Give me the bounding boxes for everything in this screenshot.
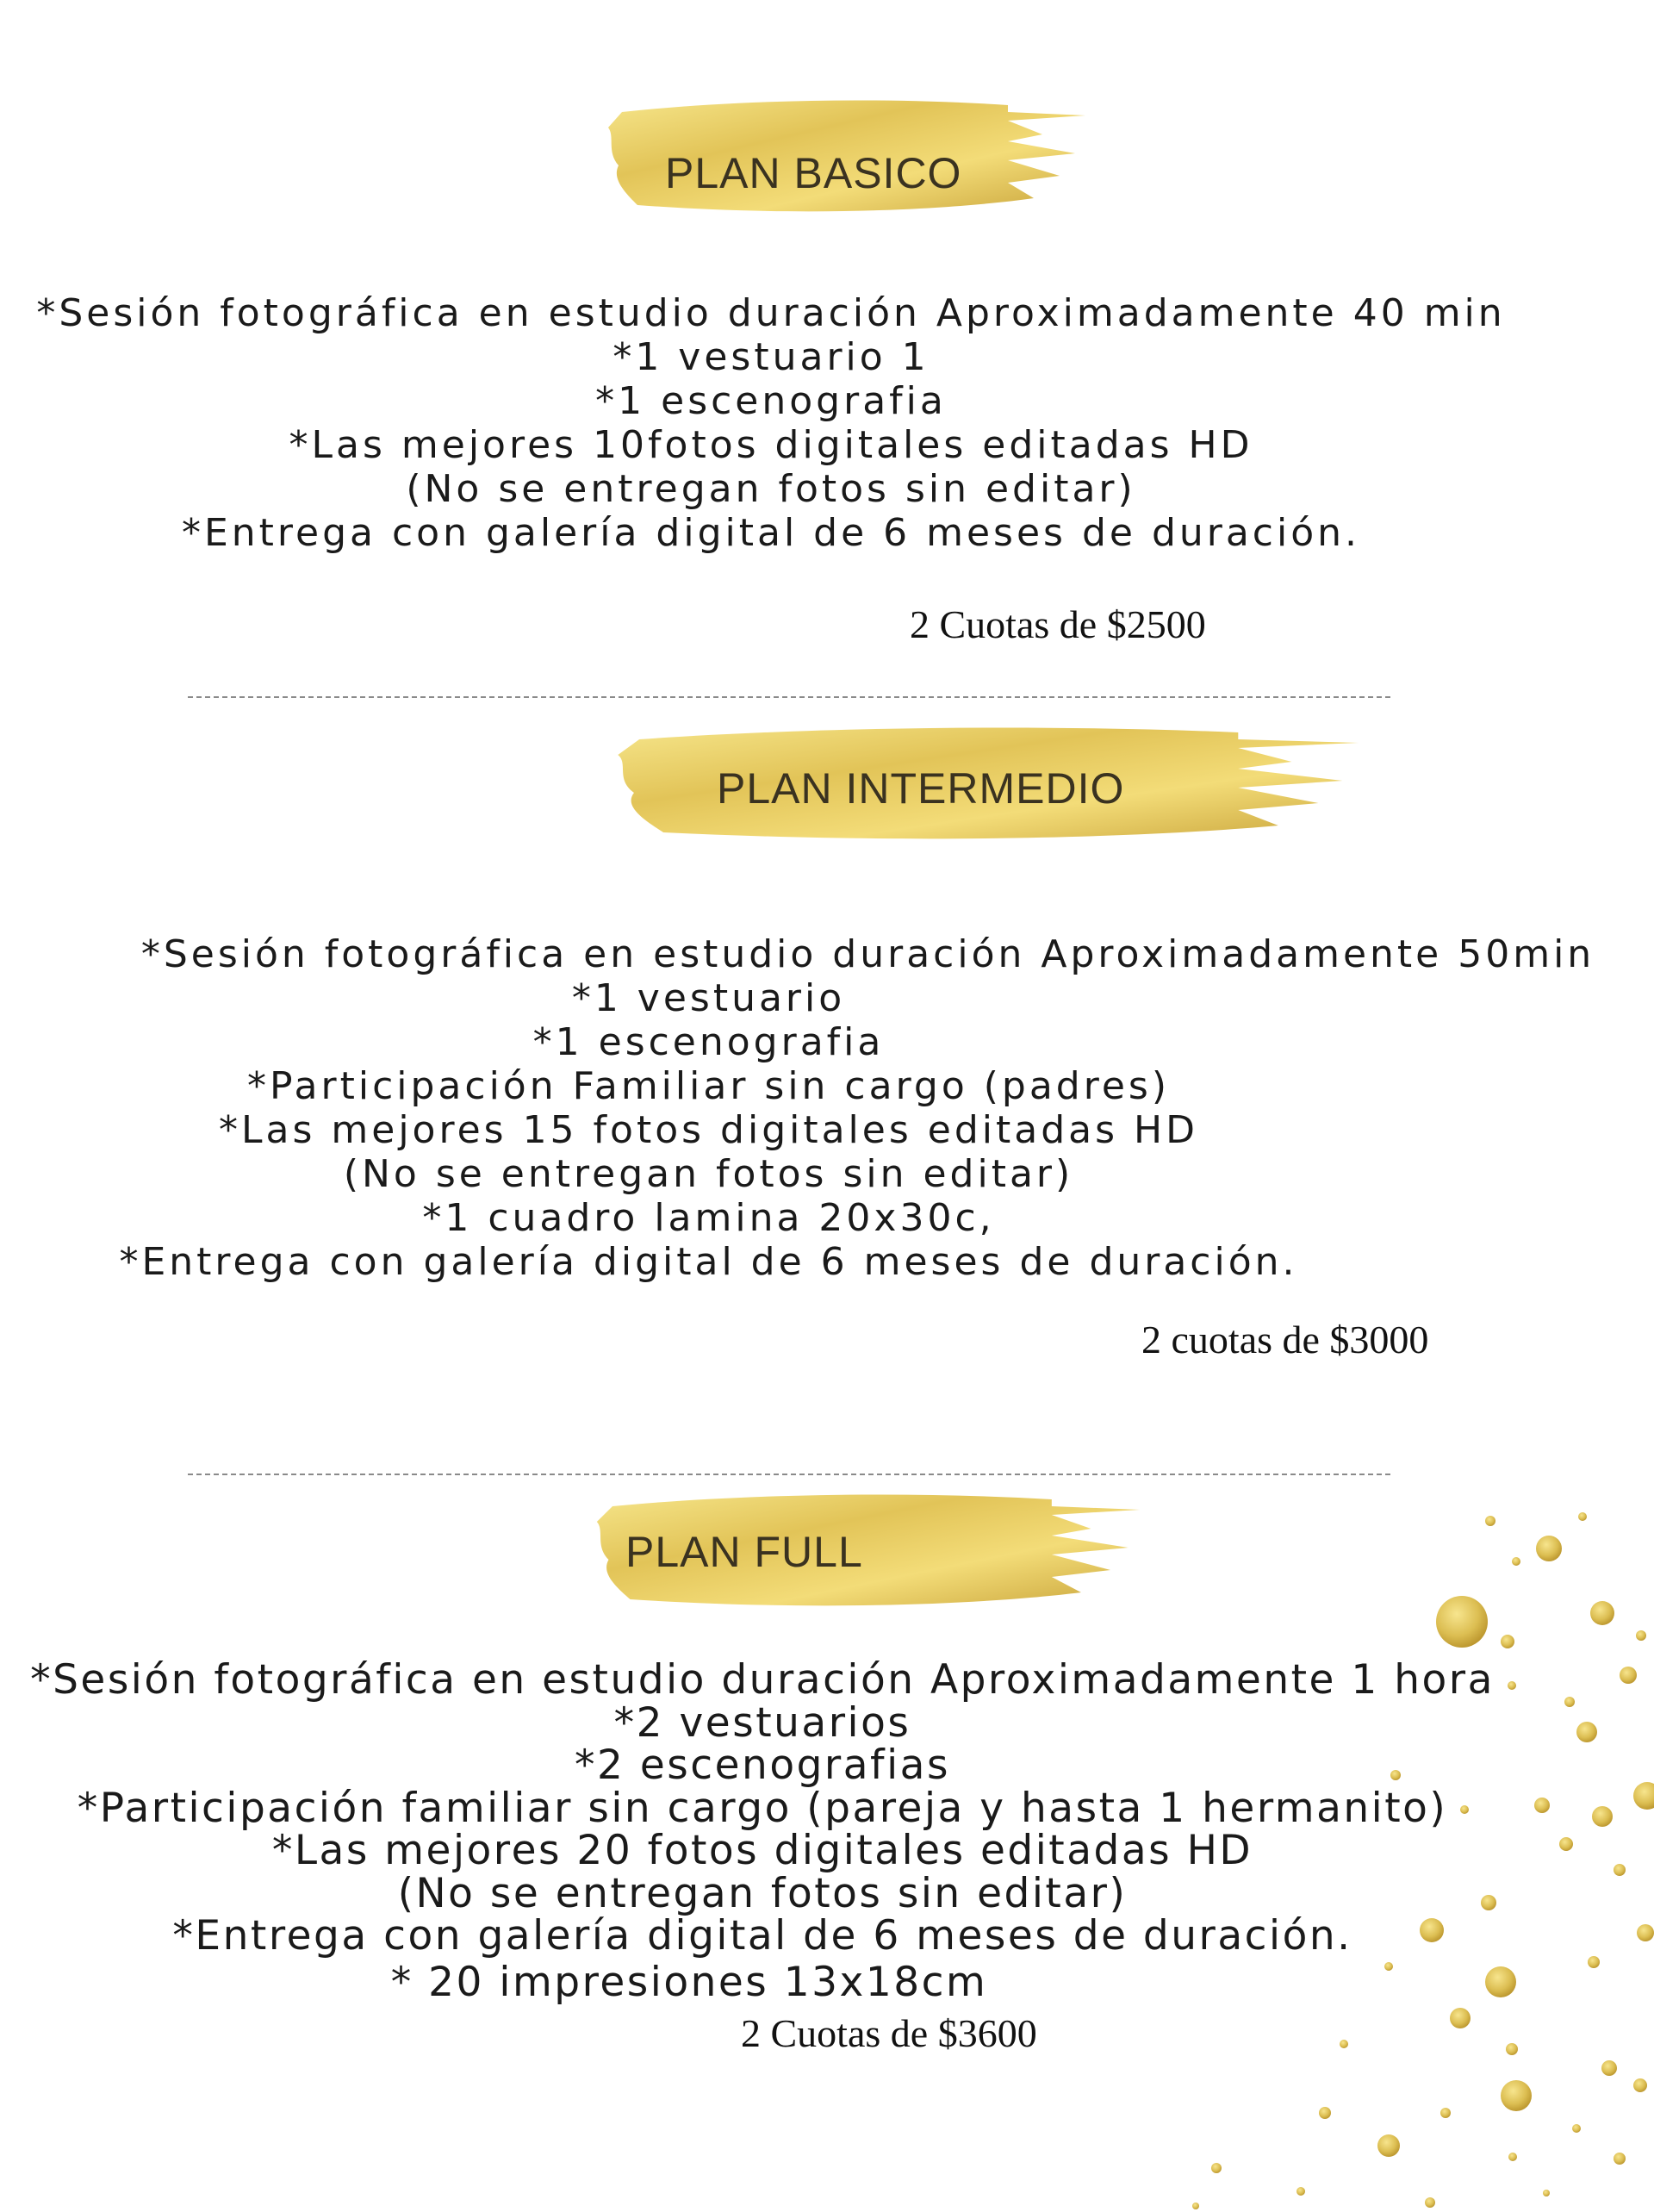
list-item: *1 cuadro lamina 20x30c,	[422, 1196, 995, 1240]
list-item: *1 vestuario	[571, 976, 846, 1020]
list-item: *Sesión fotográfica en estudio duración Aproximadamente 50min	[140, 932, 1595, 976]
list-item: *2 escenografias	[575, 1742, 950, 1789]
list-item: *Participación Familiar sin cargo (padres)	[246, 1064, 1170, 1108]
list-item: *2 vestuarios	[613, 1698, 911, 1747]
list-item: *Las mejores 15 fotos digitales editadas HD	[219, 1108, 1198, 1152]
plan-title: PLAN INTERMEDIO	[717, 764, 1125, 813]
list-item: *Sesión fotográfica en estudio duración Aproximadamente 1 hora	[30, 1656, 1495, 1704]
plan-title: PLAN FULL	[625, 1528, 863, 1576]
plan-price: 2 Cuotas de $3600	[741, 2011, 1037, 2055]
list-item: * 20 impresiones 13x18cm	[390, 1958, 988, 2006]
list-item: (No se entregan fotos sin editar)	[406, 467, 1136, 511]
plan-title: PLAN BASICO	[665, 149, 962, 197]
list-item: *Entrega con galería digital de 6 meses de duración.	[119, 1240, 1298, 1284]
plan-price: 2 cuotas de $3000	[1141, 1318, 1429, 1361]
list-item: *1 escenografia	[595, 379, 947, 423]
list-item: *1 escenografia	[532, 1020, 885, 1064]
plan-price: 2 Cuotas de $2500	[910, 602, 1206, 646]
list-item: (No se entregan fotos sin editar)	[343, 1152, 1074, 1196]
list-item: (No se entregan fotos sin editar)	[397, 1869, 1128, 1917]
list-item: *Entrega con galería digital de 6 meses de duración.	[172, 1912, 1352, 1960]
list-item: *Entrega con galería digital de 6 meses de duración.	[181, 511, 1361, 555]
list-item: *1 vestuario 1	[612, 335, 930, 379]
list-item: *Las mejores 20 fotos digitales editadas HD	[271, 1827, 1253, 1874]
list-item: *Sesión fotográfica en estudio duración Aproximadamente 40 min	[36, 291, 1506, 335]
list-item: *Las mejores 10fotos digitales editadas HD	[289, 423, 1253, 467]
list-item: *Participación familiar sin cargo (pareja y hasta 1 hermanito)	[77, 1784, 1448, 1832]
